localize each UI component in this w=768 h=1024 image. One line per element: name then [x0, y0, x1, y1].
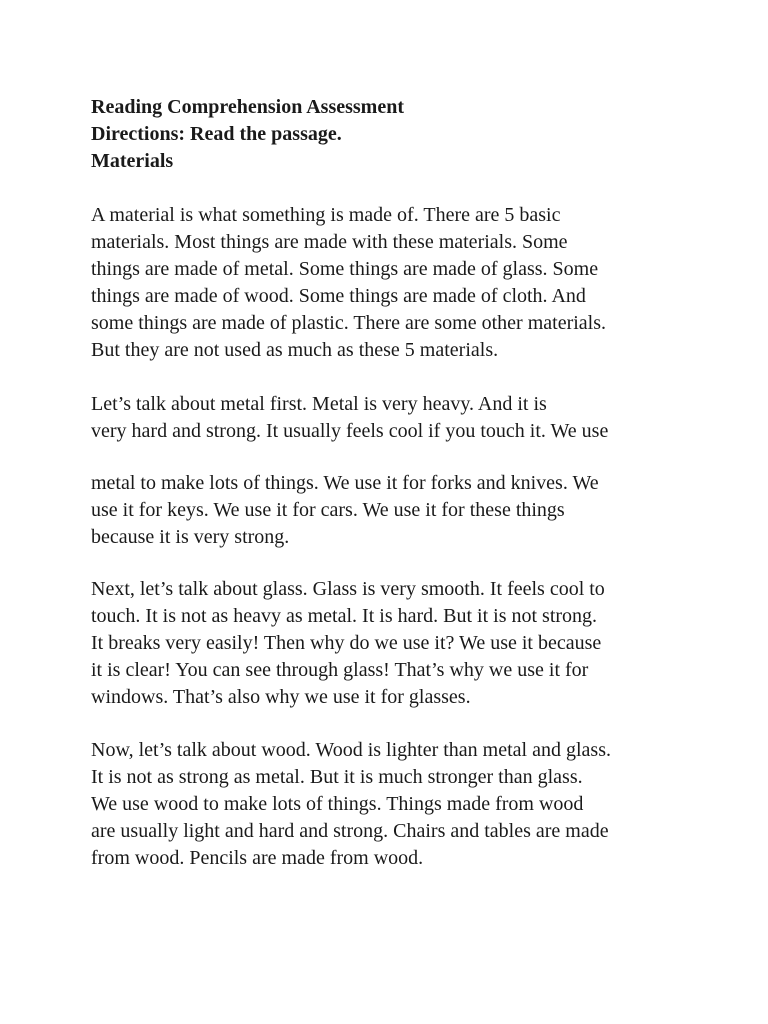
paragraph-line: it is clear! You can see through glass! That’s why we use it for: [91, 659, 589, 681]
paragraph-line: things are made of metal. Some things are made of glass. Some: [91, 258, 599, 280]
paragraph-line: A material is what something is made of. There are 5 basic: [91, 204, 561, 226]
paragraph-line: Now, let’s talk about wood. Wood is lighter than metal and glass.: [91, 739, 611, 761]
paragraph-line: are usually light and hard and strong. Chairs and tables are made: [91, 820, 609, 842]
directions-text: Directions: Read the passage.: [91, 123, 342, 145]
paragraph-line: because it is very strong.: [91, 526, 290, 548]
paragraph-line: windows. That’s also why we use it for glasses.: [91, 686, 471, 708]
paragraph-line: touch. It is not as heavy as metal. It is hard. But it is not strong.: [91, 605, 598, 627]
paragraph-line: It is not as strong as metal. But it is much stronger than glass.: [91, 766, 583, 788]
passage-title: Materials: [91, 150, 174, 172]
paragraph-line: But they are not used as much as these 5 materials.: [91, 339, 499, 361]
paragraph-line: It breaks very easily! Then why do we use it? We use it because: [91, 632, 602, 654]
paragraph-line: metal to make lots of things. We use it for forks and knives. We: [91, 472, 599, 494]
assessment-title: Reading Comprehension Assessment: [91, 96, 404, 118]
paragraph-line: some things are made of plastic. There are some other materials.: [91, 312, 606, 334]
paragraph-line: very hard and strong. It usually feels cool if you touch it. We use: [91, 420, 609, 442]
paragraph-line: things are made of wood. Some things are made of cloth. And: [91, 285, 586, 307]
paragraph-line: from wood. Pencils are made from wood.: [91, 847, 424, 869]
paragraph-line: materials. Most things are made with these materials. Some: [91, 231, 568, 253]
paragraph-line: Next, let’s talk about glass. Glass is very smooth. It feels cool to: [91, 578, 605, 600]
paragraph-line: We use wood to make lots of things. Things made from wood: [91, 793, 584, 815]
paragraph-line: Let’s talk about metal first. Metal is very heavy. And it is: [91, 393, 547, 415]
paragraph-line: use it for keys. We use it for cars. We use it for these things: [91, 499, 565, 521]
